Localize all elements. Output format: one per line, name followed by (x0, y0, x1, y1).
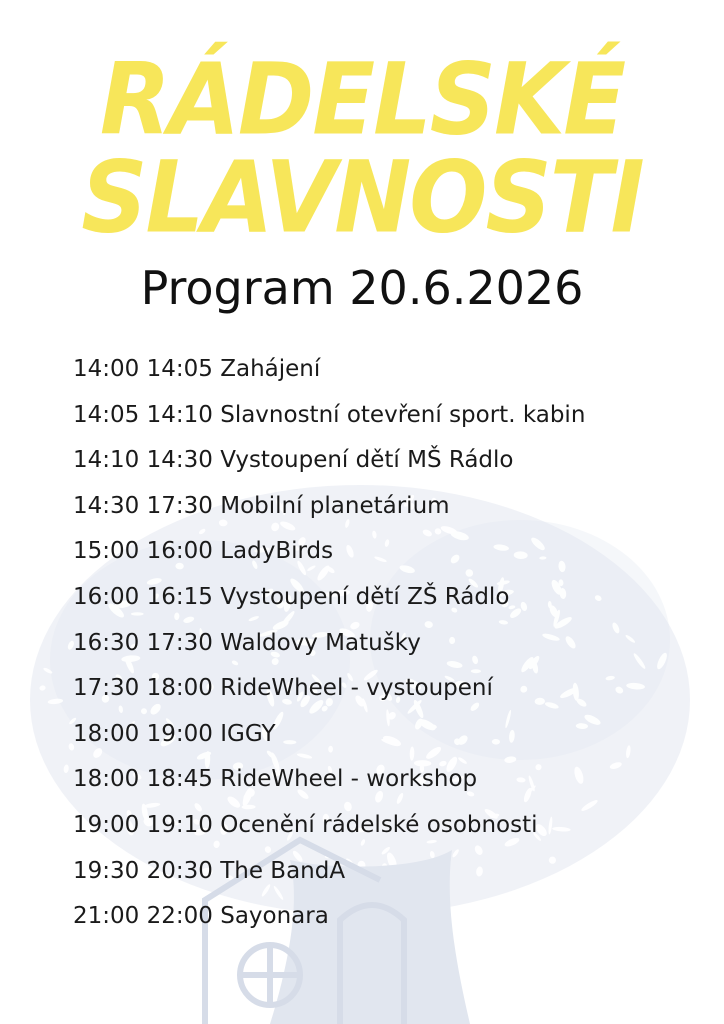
event-title: Vystoupení dětí MŠ Rádlo (220, 447, 514, 474)
start-time: 18:00 (73, 766, 140, 793)
schedule-item (73, 757, 703, 803)
event-title: RideWheel - workshop (220, 766, 478, 793)
end-time: 16:15 (146, 583, 213, 610)
program-heading: Program 20.6.2026 (140, 261, 584, 315)
end-time: 18:00 (146, 675, 213, 702)
event-title: Slavnostní otevření sport. kabin (220, 401, 586, 428)
start-time: 18:00 (73, 720, 140, 747)
start-time: 14:05 (73, 401, 140, 428)
end-time: 18:45 (146, 766, 213, 793)
event-title: RideWheel - vystoupení (220, 675, 493, 702)
logo-line-1: RÁDELSKÉ (99, 41, 625, 158)
event-title: Sayonara (220, 903, 329, 930)
start-time: 14:00 (73, 356, 140, 382)
schedule-item (73, 347, 703, 393)
start-time: 16:00 (73, 583, 140, 610)
start-time: 19:00 (73, 811, 140, 838)
event-title: IGGY (220, 720, 276, 747)
end-time: 14:30 (146, 447, 213, 474)
end-time: 17:30 (146, 492, 213, 519)
event-title: Ocenění rádelské osobnosti (220, 811, 538, 838)
schedule-item (73, 621, 703, 667)
event-title: LadyBirds (220, 538, 334, 565)
end-time: 19:00 (146, 720, 213, 747)
schedule-item (73, 529, 703, 575)
start-time: 14:10 (73, 447, 140, 474)
schedule-item (73, 438, 703, 484)
end-time: 20:30 (146, 857, 213, 884)
schedule-item (73, 666, 703, 712)
schedule-item (73, 712, 703, 758)
start-time: 16:30 (73, 629, 140, 656)
end-time: 19:10 (146, 811, 213, 838)
logo-line-2: SLAVNOSTI (81, 139, 643, 256)
end-time: 17:30 (146, 629, 213, 656)
event-title: Vystoupení dětí ZŠ Rádlo (220, 583, 510, 610)
event-title: Waldovy Matušky (220, 629, 421, 656)
program-schedule (73, 347, 703, 940)
end-time: 14:05 (146, 356, 213, 382)
festival-logo (0, 22, 724, 256)
schedule-item (73, 803, 703, 849)
end-time: 14:10 (146, 401, 213, 428)
end-time: 22:00 (146, 903, 213, 930)
event-title: The BandA (220, 857, 346, 884)
schedule-item (73, 575, 703, 621)
event-title: Zahájení (220, 356, 321, 382)
start-time: 19:30 (73, 857, 140, 884)
schedule-item (73, 894, 703, 940)
start-time: 17:30 (73, 675, 140, 702)
schedule-item (73, 484, 703, 530)
schedule-item (73, 849, 703, 895)
event-title: Mobilní planetárium (220, 492, 450, 519)
schedule-item (73, 393, 703, 439)
end-time: 16:00 (146, 538, 213, 565)
start-time: 21:00 (73, 903, 140, 930)
start-time: 15:00 (73, 538, 140, 565)
start-time: 14:30 (73, 492, 140, 519)
